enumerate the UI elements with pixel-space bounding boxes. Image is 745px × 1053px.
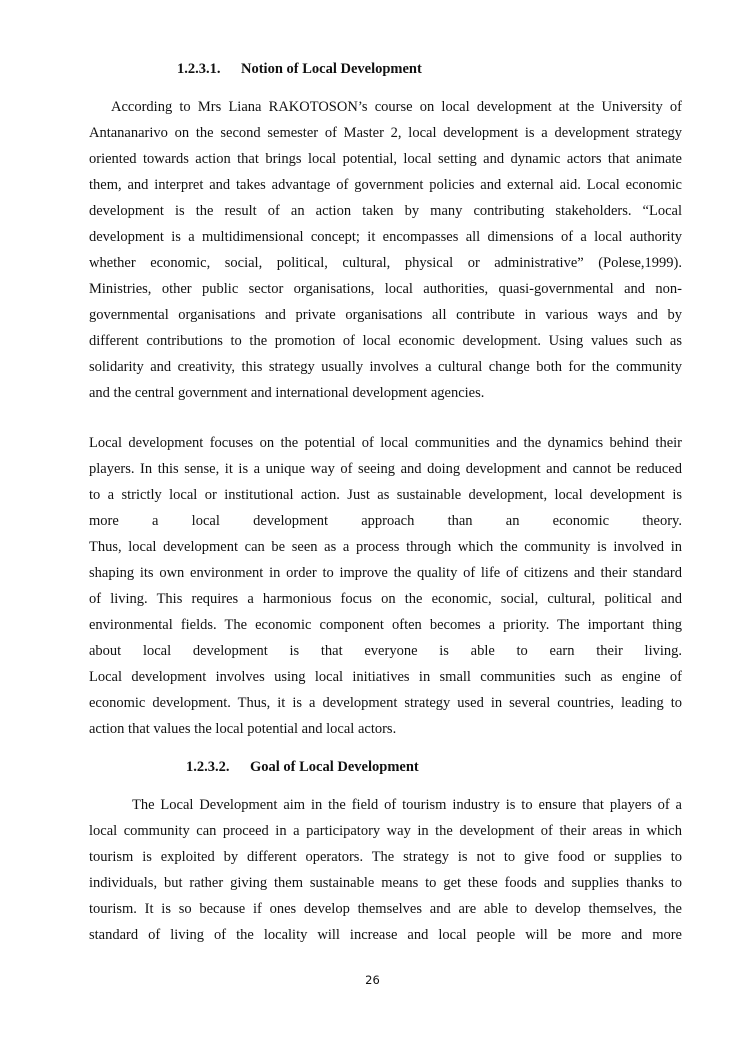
text-line: tourism. It is so because if ones develop themselves and are able to develop themselves, the	[89, 901, 682, 917]
text-line: oriented towards action that brings local potential, local setting and dynamic actors that animate	[89, 151, 682, 167]
text-line: whether economic, social, political, cultural, physical or administrative” (Polese,1999).	[89, 255, 682, 271]
text-line: Thus, local development can be seen as a process through which the community is involved in	[89, 539, 682, 555]
text-line: tourism is exploited by different operators. The strategy is not to give food or supplies to	[89, 849, 682, 865]
section-number: 1.2.3.2.	[186, 759, 230, 775]
text-line: According to Mrs Liana RAKOTOSON’s course on local development at the University of	[111, 99, 682, 115]
text-line: economic development. Thus, it is a development strategy used in several countries, leading to	[89, 695, 682, 711]
paragraph	[89, 94, 682, 406]
text-line: and the central government and international development agencies.	[89, 385, 485, 401]
text-line: individuals, but rather giving them sustainable means to get these foods and supplies thanks to	[89, 875, 682, 891]
paragraph	[89, 792, 682, 948]
text-line: environmental fields. The economic component often becomes a priority. The important thing	[89, 617, 682, 633]
text-line: Antananarivo on the second semester of Master 2, local development is a development strategy	[89, 125, 682, 141]
section-number: 1.2.3.1.	[177, 61, 221, 77]
text-line: Ministries, other public sector organisations, local authorities, quasi-governmental and non-	[89, 281, 682, 297]
page-number: 26	[365, 973, 380, 987]
text-line: governmental organisations and private organisations all contribute in various ways and by	[89, 307, 682, 323]
text-line: development is a multidimensional concept; it encompasses all dimensions of a local authority	[89, 229, 682, 245]
text-line: The Local Development aim in the field of tourism industry is to ensure that players of a	[132, 797, 682, 813]
section-title: Goal of Local Development	[250, 759, 419, 775]
text-line: about local development is that everyone is able to earn their living.	[89, 643, 682, 659]
text-line: different contributions to the promotion of local economic development. Using values such as	[89, 333, 682, 349]
text-line: development is the result of an action taken by many contributing stakeholders. “Local	[89, 203, 682, 219]
text-line: standard of living of the locality will increase and local people will be more and more	[89, 927, 682, 943]
text-line: to a strictly local or institutional action. Just as sustainable development, local development is	[89, 487, 682, 503]
text-line: solidarity and creativity, this strategy usually involves a cultural change both for the community	[89, 359, 682, 375]
section-title: Notion of Local Development	[241, 61, 422, 77]
text-line: them, and interpret and takes advantage of government policies and external aid. Local economic	[89, 177, 682, 193]
paragraph	[89, 430, 682, 742]
text-line: action that values the local potential and local actors.	[89, 721, 397, 737]
text-line: more a local development approach than an economic theory.	[89, 513, 682, 529]
text-line: of living. This requires a harmonious focus on the economic, social, cultural, political and	[89, 591, 682, 607]
text-line: Local development involves using local initiatives in small communities such as engine of	[89, 669, 682, 685]
text-line: shaping its own environment in order to improve the quality of life of citizens and their standard	[89, 565, 682, 581]
text-line: Local development focuses on the potential of local communities and the dynamics behind their	[89, 435, 682, 451]
text-line: local community can proceed in a participatory way in the development of their areas in which	[89, 823, 682, 839]
text-line: players. In this sense, it is a unique way of seeing and doing development and cannot be reduced	[89, 461, 682, 477]
